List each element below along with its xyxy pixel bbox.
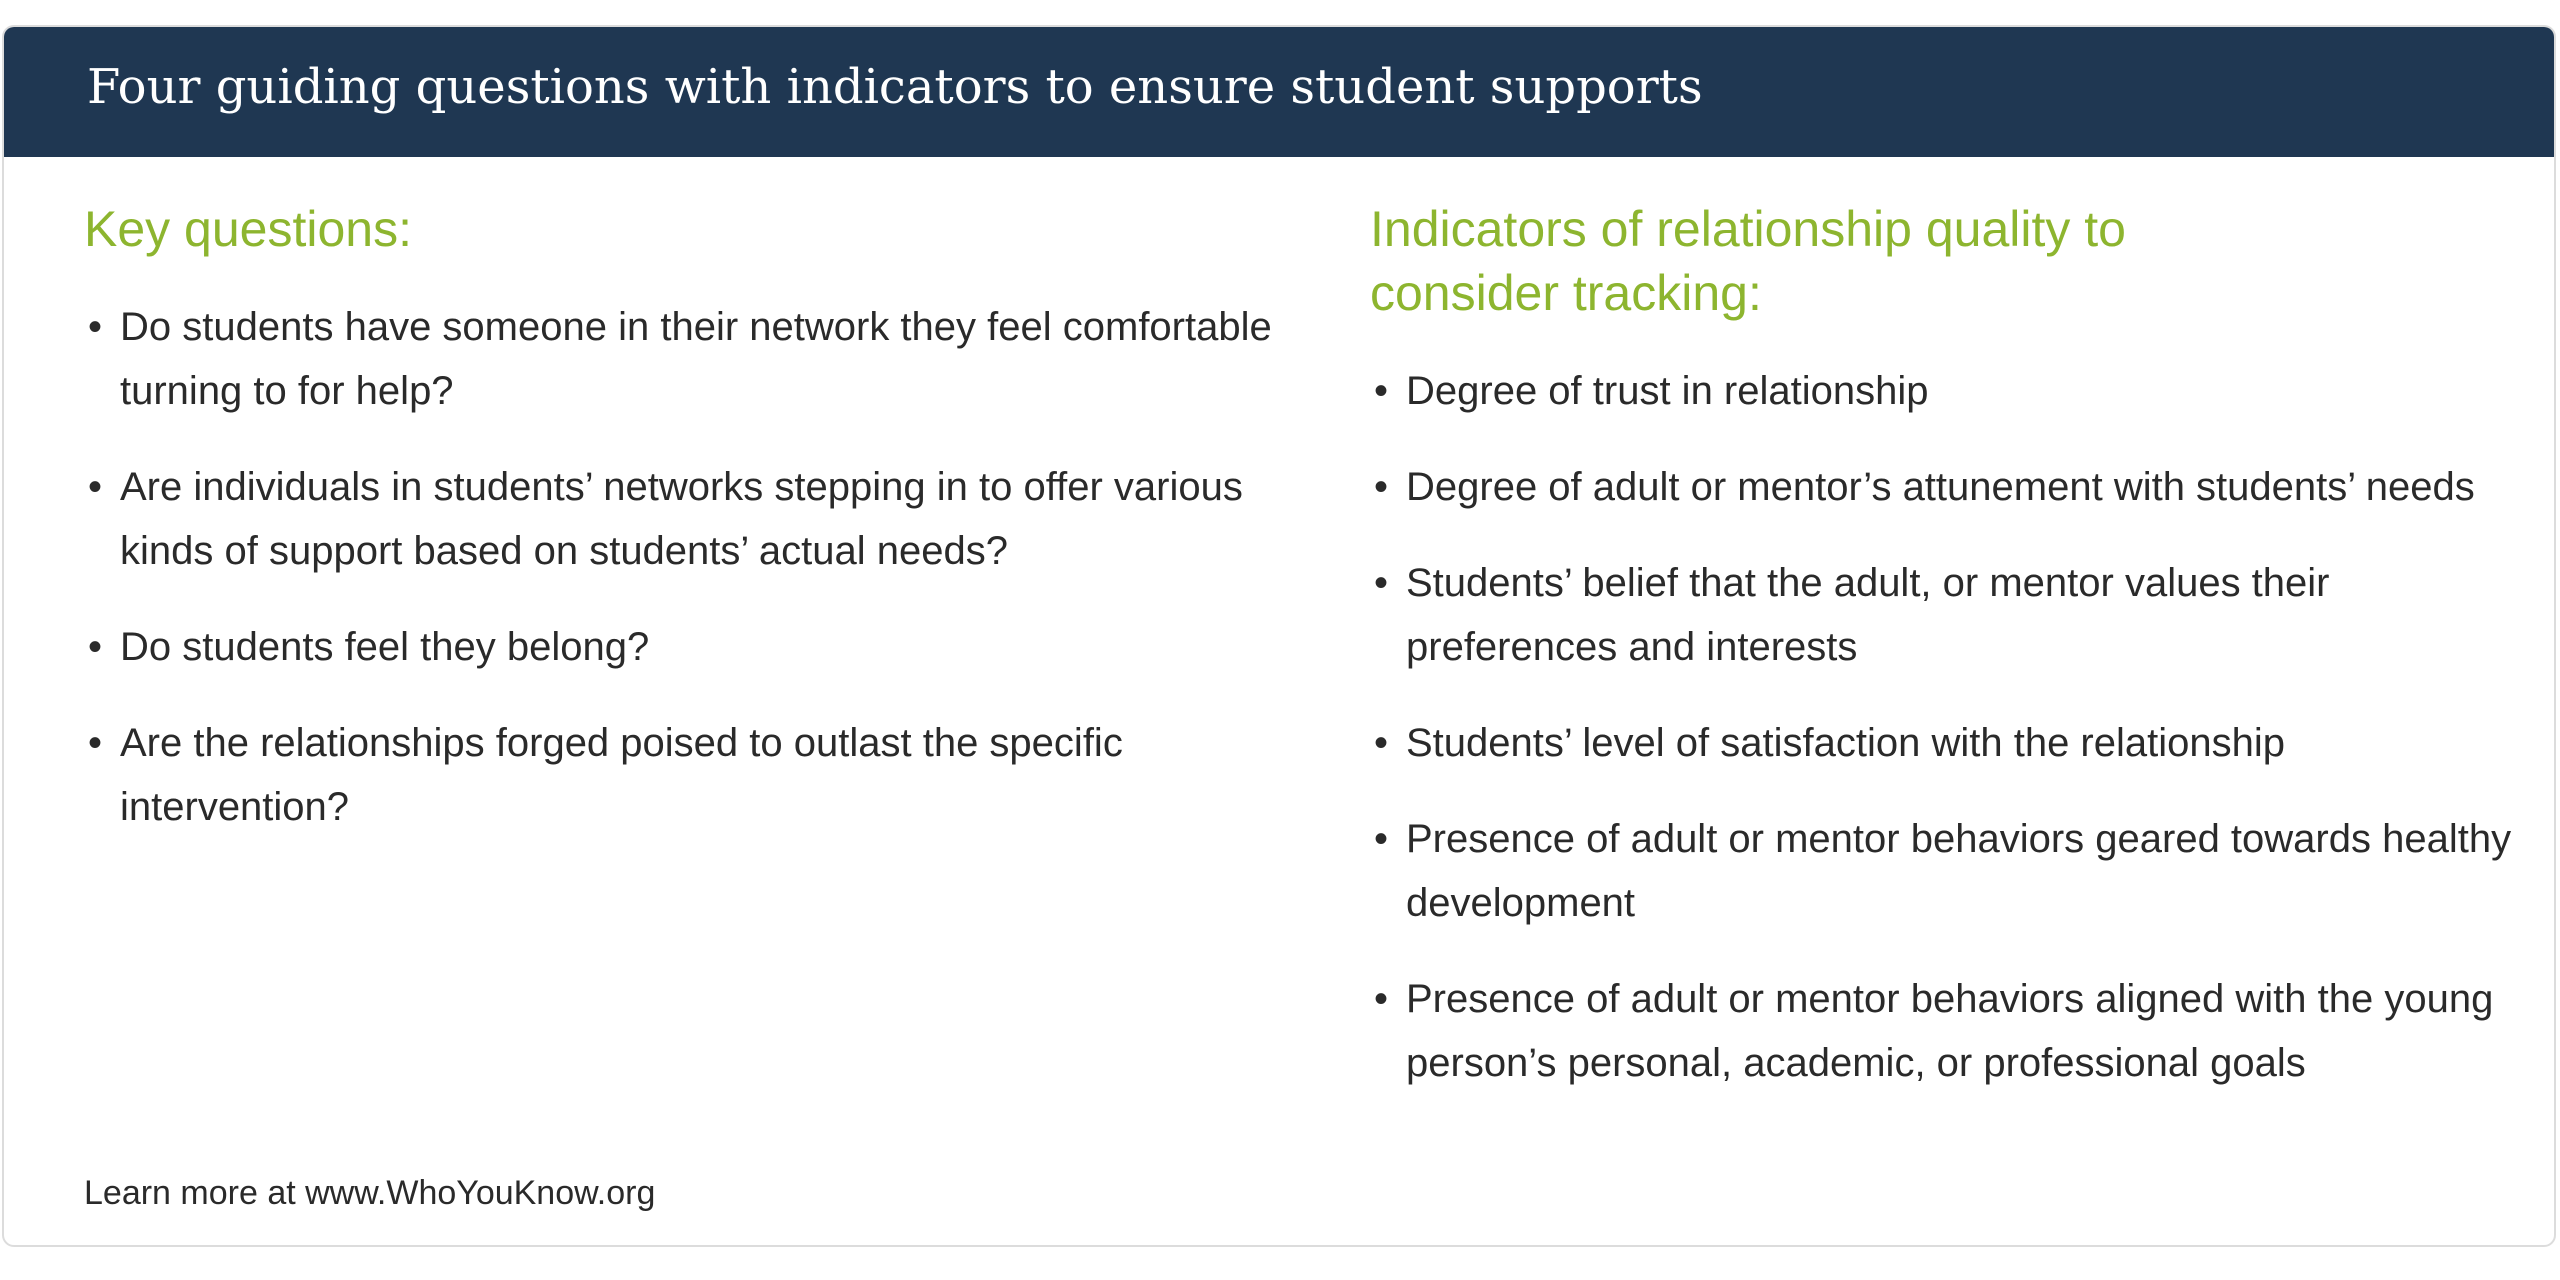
indicators-heading: Indicators of relationship quality to consider tracking: (1370, 201, 2126, 321)
key-questions-column (84, 197, 1284, 871)
info-card (2, 25, 2556, 1247)
page-title: Four guiding questions with indicators to ensure student supports (87, 59, 1703, 115)
bullet-icon: • (88, 305, 103, 349)
list-item-text: Students’ level of satisfaction with the relationship (1406, 721, 2286, 765)
list-item (1370, 807, 2520, 935)
bullet-icon: • (1374, 817, 1389, 861)
key-questions-heading: Key questions: (84, 201, 412, 257)
list-item (1370, 455, 2520, 519)
bullet-icon: • (1374, 369, 1389, 413)
bullet-icon: • (88, 625, 103, 669)
list-item-text: Presence of adult or mentor behaviors geared towards healthy development (1406, 817, 2512, 925)
list-item (84, 295, 1284, 423)
bullet-icon: • (1374, 561, 1389, 605)
key-questions-list (84, 295, 1284, 839)
list-item-text: Degree of adult or mentor’s attunement with students’ needs (1406, 465, 2475, 509)
list-item-text: Presence of adult or mentor behaviors aligned with the young person’s personal, academic, or professional goals (1406, 977, 2494, 1085)
header-banner (4, 27, 2554, 157)
bullet-icon: • (88, 721, 103, 765)
bullet-icon: • (1374, 977, 1389, 1021)
indicators-list (1370, 359, 2520, 1095)
list-item (1370, 359, 2520, 423)
list-item-text: Degree of trust in relationship (1406, 369, 1929, 413)
footer-link-text: Learn more at www.WhoYouKnow.org (84, 1174, 656, 1212)
list-item (1370, 967, 2520, 1095)
list-item-text: Do students feel they belong? (120, 625, 650, 669)
list-item (84, 455, 1284, 583)
bullet-icon: • (88, 465, 103, 509)
bullet-icon: • (1374, 721, 1389, 765)
list-item-text: Do students have someone in their network they feel comfortable turning to for help? (120, 305, 1272, 413)
bullet-icon: • (1374, 465, 1389, 509)
list-item-text: Are the relationships forged poised to outlast the specific intervention? (120, 721, 1123, 829)
list-item (1370, 711, 2520, 775)
list-item (84, 615, 1284, 679)
indicators-column (1370, 197, 2520, 1127)
list-item-text: Students’ belief that the adult, or mentor values their preferences and interests (1406, 561, 2330, 669)
list-item (84, 711, 1284, 839)
list-item-text: Are individuals in students’ networks stepping in to offer various kinds of support based on students’ actual needs? (120, 465, 1243, 573)
list-item (1370, 551, 2520, 679)
